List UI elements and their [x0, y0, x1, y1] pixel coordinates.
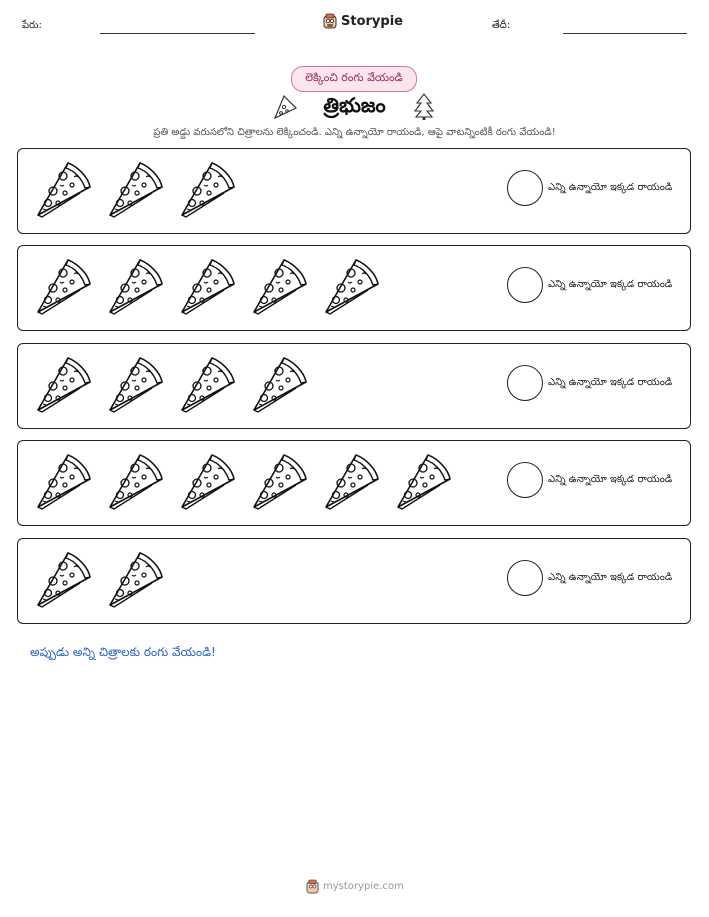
- page-title: త్రిభుజం: [323, 93, 386, 117]
- date-label: తేదీ:: [492, 20, 511, 31]
- count-row-4: [17, 440, 691, 526]
- activity-badge: లెక్కించి రంగు వేయండి: [291, 66, 417, 92]
- picture-group: [30, 547, 164, 611]
- date-line[interactable]: [563, 33, 687, 34]
- pizza-slice-icon: [174, 352, 236, 416]
- storypie-mascot-icon: [306, 879, 319, 894]
- answer-label: ఎన్ని ఉన్నాయో ఇక్కడ రాయండి: [548, 182, 673, 193]
- brand-name: Storypie: [341, 13, 403, 29]
- answer-label: ఎన్ని ఉన్నాయో ఇక్కడ రాయండి: [548, 572, 673, 583]
- pizza-slice-icon: [246, 254, 308, 318]
- answer-circle[interactable]: [507, 267, 543, 303]
- pizza-slice-icon: [102, 449, 164, 513]
- count-row-5: [17, 538, 691, 624]
- picture-group: [30, 449, 452, 513]
- answer-circle[interactable]: [507, 170, 543, 206]
- name-line[interactable]: [100, 33, 255, 34]
- count-row-2: [17, 245, 691, 331]
- pizza-slice-icon: [102, 157, 164, 221]
- pizza-slice-icon: [30, 254, 92, 318]
- pizza-slice-icon: [318, 254, 380, 318]
- tree-decoration-icon: [412, 92, 436, 120]
- pizza-slice-icon: [174, 254, 236, 318]
- instructions: ప్రతి అడ్డు వరుసలోని చిత్రాలను లెక్కించండి. ఎన్ని ఉన్నాయో రాయండి, ఆపై వాటన్నింటికీ రంగు వేయండి!: [153, 127, 556, 138]
- pizza-slice-icon: [30, 157, 92, 221]
- answer-label: ఎన్ని ఉన్నాయో ఇక్కడ రాయండి: [548, 377, 673, 388]
- count-row-3: [17, 343, 691, 429]
- answer-circle[interactable]: [507, 365, 543, 401]
- answer-circle[interactable]: [507, 560, 543, 596]
- picture-group: [30, 157, 236, 221]
- pizza-slice-icon: [246, 449, 308, 513]
- storypie-mascot-icon: [323, 13, 337, 29]
- answer-label: ఎన్ని ఉన్నాయో ఇక్కడ రాయండి: [548, 279, 673, 290]
- pizza-slice-icon: [102, 352, 164, 416]
- pizza-slice-icon: [390, 449, 452, 513]
- brand-logo: [323, 13, 403, 29]
- site-footer: [306, 879, 404, 894]
- pizza-slice-icon: [102, 547, 164, 611]
- count-row-1: [17, 148, 691, 234]
- pizza-slice-icon: [30, 352, 92, 416]
- picture-group: [30, 254, 380, 318]
- site-url[interactable]: mystorypie.com: [323, 881, 404, 892]
- pizza-slice-icon: [318, 449, 380, 513]
- name-label: పేరు:: [22, 20, 42, 31]
- pizza-slice-icon: [246, 352, 308, 416]
- answer-label: ఎన్ని ఉన్నాయో ఇక్కడ రాయండి: [548, 474, 673, 485]
- pizza-slice-icon: [30, 449, 92, 513]
- pizza-slice-icon: [174, 157, 236, 221]
- answer-circle[interactable]: [507, 462, 543, 498]
- picture-group: [30, 352, 308, 416]
- pizza-slice-icon: [102, 254, 164, 318]
- pizza-slice-icon: [174, 449, 236, 513]
- pizza-slice-icon: [30, 547, 92, 611]
- footer-note: అప్పుడు అన్ని చిత్రాలకు రంగు వేయండి!: [30, 645, 216, 659]
